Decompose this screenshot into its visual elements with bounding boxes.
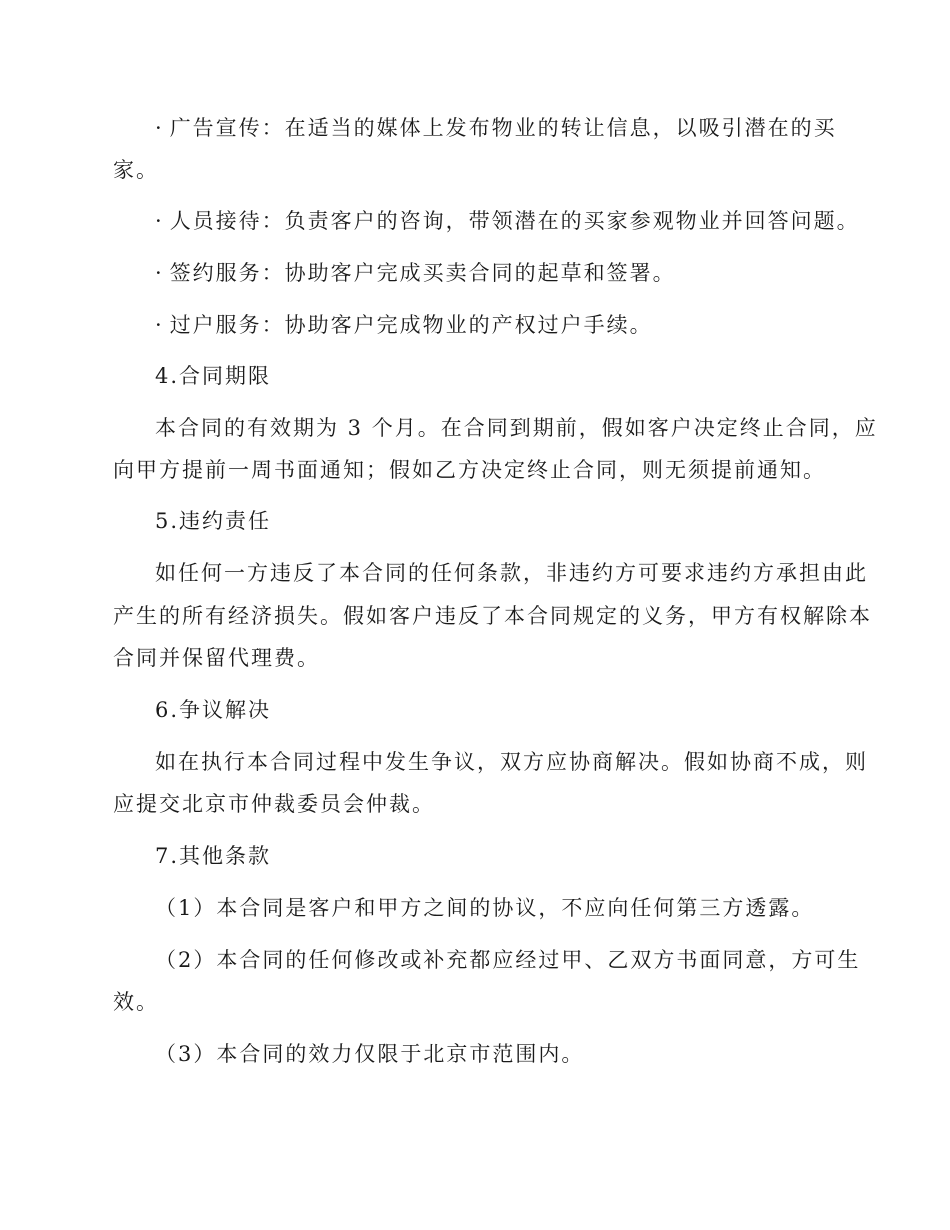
bullet-text: 人员接待：负责客户的咨询，带领潜在的买家参观物业并回答问题。 — [169, 209, 860, 233]
bullet-text: 签约服务：协助客户完成买卖合同的起草和签署。 — [169, 261, 676, 285]
bullet-text: 过户服务：协助客户完成物业的产权过户手续。 — [169, 313, 653, 337]
paragraph-breach-line: 产生的所有经济损失。假如客户违反了本合同规定的义务，甲方有权解除本 — [113, 604, 872, 628]
paragraph-breach-line: 合同并保留代理费。 — [113, 646, 320, 670]
clause-item-3: （3）本合同的效力仅限于北京市范围内。 — [155, 1042, 585, 1066]
section-heading-dispute: 6.争议解决 — [155, 698, 272, 722]
bullet-item-ad — [155, 113, 837, 143]
clause-item-2: （2）本合同的任何修改或补充都应经过甲、乙双方书面同意，方可生 — [155, 948, 861, 972]
paragraph-term-line: 本合同的有效期为 3 个月。在合同到期前，假如客户决定终止合同，应 — [155, 416, 878, 440]
paragraph-term-line: 向甲方提前一周书面通知；假如乙方决定终止合同，则无须提前通知。 — [113, 458, 826, 482]
paragraph-dispute-line: 如在执行本合同过程中发生争议，双方应协商解决。假如协商不成，则 — [155, 750, 868, 774]
clause-item-2-continuation: 效。 — [113, 990, 159, 1014]
paragraph-breach-line: 如任何一方违反了本合同的任何条款，非违约方可要求违约方承担由此 — [155, 561, 868, 585]
bullet-item-transfer — [155, 310, 653, 340]
bullet-item-ad-continuation: 家。 — [113, 158, 159, 182]
bullet-item-signing — [155, 258, 676, 288]
bullet-text: 广告宣传：在适当的媒体上发布物业的转让信息，以吸引潜在的买 — [169, 116, 837, 140]
section-heading-breach: 5.违约责任 — [155, 509, 272, 533]
bullet-dot: · — [155, 116, 164, 140]
section-heading-other: 7.其他条款 — [155, 844, 272, 868]
clause-item-1: （1）本合同是客户和甲方之间的协议，不应向任何第三方透露。 — [155, 896, 815, 920]
paragraph-dispute-line: 应提交北京市仲裁委员会仲裁。 — [113, 792, 435, 816]
section-heading-term: 4.合同期限 — [155, 364, 272, 388]
bullet-dot: · — [155, 209, 164, 233]
bullet-dot: · — [155, 313, 164, 337]
bullet-dot: · — [155, 261, 164, 285]
bullet-item-reception — [155, 206, 860, 236]
